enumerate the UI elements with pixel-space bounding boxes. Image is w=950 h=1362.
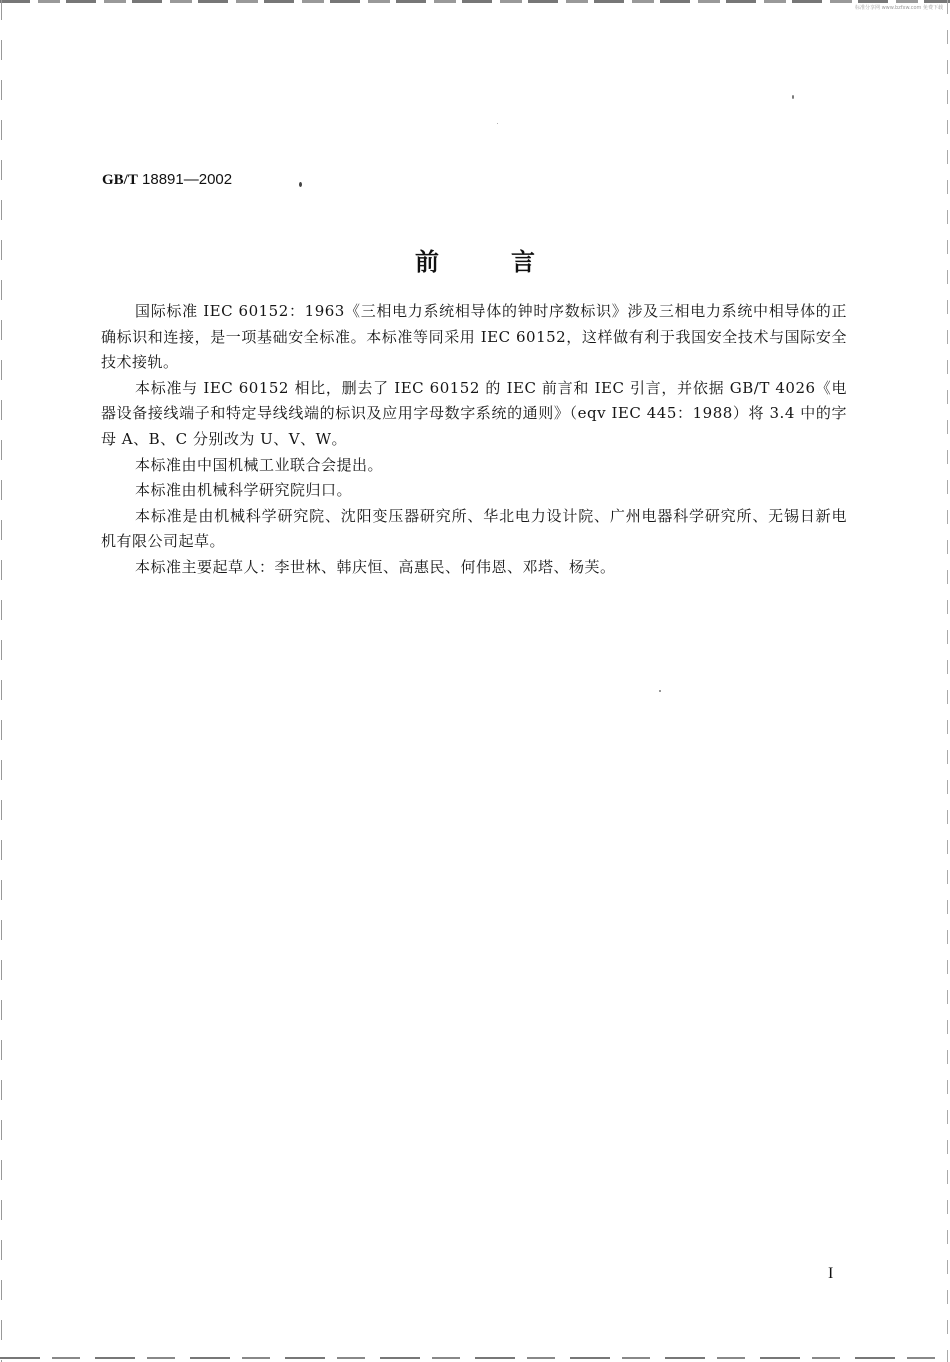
scan-border-top [0,0,950,3]
paragraph-proposer: 本标准由中国机械工业联合会提出。 [135,455,384,474]
foreword-body [101,299,847,581]
paragraph-drafting-orgs: 本标准是由机械科学研究院、沈阳变压器研究所、华北电力设计院、广州电器科学研究所、无锡日新电机有限公司起草。 [101,506,847,551]
standard-code: 18891—2002 [142,171,233,188]
page-number: I [828,1265,834,1282]
scan-border-right [947,0,948,1362]
paragraph-drafters: 本标准主要起草人：李世林、韩庆恒、高惠民、何伟恩、邓塔、杨芙。 [135,557,616,576]
paragraph-administrator: 本标准由机械科学研究院归口。 [135,481,353,500]
paragraph-adoption: 国际标准 IEC 60152：1963《三相电力系统相导体的钟时序数标识》涉及三相电力系统中相导体的正确标识和连接，是一项基础安全标准。本标准等同采用 IEC 60152，这样做有利于我国安全技术与国际安全技术接轨。 [101,302,847,372]
watermark: 标准分享网 www.bzfxw.com 免费下载 [855,5,943,11]
scan-speck [659,690,661,692]
scan-speck [497,123,498,124]
page-title: 前言 [415,248,607,276]
standard-prefix: GB/T [102,172,138,188]
scan-border-left [1,0,2,1362]
paragraph-changes: 本标准与 IEC 60152 相比，删去了 IEC 60152 的 IEC 前言和 IEC 引言，并依据 GB/T 4026《电器设备接线端子和特定导线线端的标识及应用字母数字系统的通则》（eqv IEC 445：1988）将 3.4 中的字母 A、B、C 分别改为 U、V、W。 [101,378,847,448]
scan-speck [299,182,302,187]
standard-number [102,171,232,189]
scan-border-bottom [0,1357,950,1359]
scan-speck [792,95,794,99]
